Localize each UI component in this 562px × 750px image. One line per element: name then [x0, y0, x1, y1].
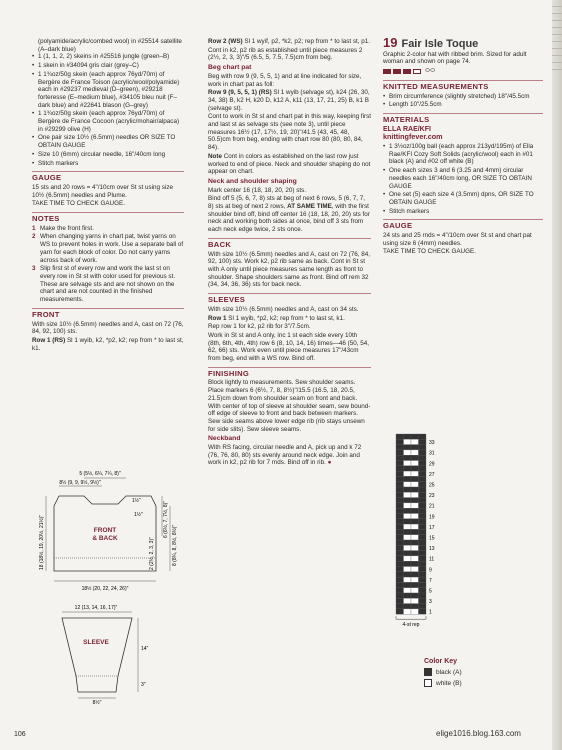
materials-item: • 1 1¾oz/50g skein (each approx 76yd/70m) of Bergère de France Toison (acrylic/wool/polyamide) each in #29237 medieval (D–green), #29218 forteresse (E–medium blue), #34105 bleu nuit (F–dark blue) and #22641 blason (G–grey) [32, 71, 184, 110]
materials-item: (polyamide/acrylic/combed wool) in #25514 satellite (A–dark blue) [38, 38, 182, 53]
chart-row-label: 33 [429, 440, 435, 447]
chart-cell [396, 582, 404, 587]
chart-cell [396, 487, 404, 492]
sleeve-top-label: 12 (13, 14, 16, 17)" [74, 605, 118, 611]
chart-cell [411, 445, 419, 450]
knitted-measurements-heading: KNITTED MEASUREMENTS [383, 80, 543, 91]
chart-cell [419, 535, 427, 540]
pattern-intro: Graphic 2-color hat with ribbed brim. Sized for adult woman and shown on page 74. [383, 50, 527, 66]
color-key-label: black (A) [436, 668, 462, 676]
column-left [32, 38, 184, 353]
armhole-label: 6 (6½, 7, 7½, 8)" [163, 500, 169, 538]
chart-cell [411, 604, 419, 609]
chart-cell [419, 582, 427, 587]
chart-cell [419, 508, 427, 513]
chart-cell [404, 572, 412, 577]
chart-cell [404, 519, 412, 524]
front-text: With size 10½ (6.5mm) needles and A, cast on 72 (76, 84, 92, 100) sts. [32, 320, 184, 336]
chart-cell [419, 445, 427, 450]
chart-cell [396, 556, 404, 561]
chart-cell [411, 609, 419, 614]
chart-cell [411, 561, 419, 566]
sleeve-rep: Rep row 1 for k2, p2 rib for 3"/7.5cm. [208, 323, 311, 331]
chart-cell [404, 466, 412, 471]
chart-cell [419, 540, 427, 545]
chart-row-label: 17 [429, 524, 435, 531]
chart-cell [404, 508, 412, 513]
chart-cell [404, 609, 412, 614]
color-key-row [424, 668, 462, 676]
chart-cell [411, 455, 419, 460]
chart-cell [396, 577, 404, 582]
chart-row-label: 11 [429, 556, 435, 563]
row-label: Row 2 (WS) [208, 38, 243, 45]
skill-level-block [393, 69, 401, 74]
chart-cell [404, 524, 412, 529]
chart-cell [404, 445, 412, 450]
chart-cell [404, 551, 412, 556]
yarn-ball-icon: ⬭⬭ [425, 68, 436, 75]
chart-cell [396, 492, 404, 497]
skill-level-block [383, 69, 391, 74]
gauge-check: TAKE TIME TO CHECK GAUGE. [32, 200, 125, 208]
neck-text-part: , with the first shoulder bind off, bind off center 16 (18, 18, 20, 20) sts for neck and working both sides at once, bind off 3 sts from each neck edge twice, 2 sts once. [208, 203, 370, 234]
neck-text-emphasis: AT SAME TIME [287, 203, 332, 211]
shoulder-drop-label: 1½" [134, 512, 143, 518]
row-text: Sl 1 wyif, p2, *k2, p2; rep from * to last st, p1. [242, 38, 371, 45]
chart-cell [411, 471, 419, 476]
chart-cell [411, 476, 419, 481]
chart-cell [411, 524, 419, 529]
chart-row-label: 21 [429, 503, 435, 510]
chart-svg [394, 432, 494, 629]
note-text: When changing yarns in chart pat, twist yarns on WS to prevent holes in work. Use a separate ball of yarn for each block of color. Do not carry yarns across back of work. [40, 233, 184, 264]
chart-cell [419, 572, 427, 577]
knitted-measurements-list [383, 93, 543, 109]
note-number: 1 [32, 224, 36, 232]
chart-cell [396, 466, 404, 471]
chart-cell [411, 588, 419, 593]
chart-cell [396, 535, 404, 540]
neckband-text [208, 444, 371, 467]
yarn-brand: ELLA RAE/KFI [383, 125, 431, 133]
chart-cell [404, 540, 412, 545]
color-key-row [424, 679, 462, 687]
chart-cell [411, 598, 419, 603]
chart-cell [404, 588, 412, 593]
chart-cell [419, 567, 427, 572]
chart-cell [404, 529, 412, 534]
chart-cell [411, 551, 419, 556]
chart-cell [419, 455, 427, 460]
chart-cell [411, 439, 419, 444]
chart-cell [404, 598, 412, 603]
chart-cell [411, 498, 419, 503]
chart-cell [396, 455, 404, 460]
chart-cell [411, 567, 419, 572]
chart-cell [396, 524, 404, 529]
chart-row-label: 25 [429, 482, 435, 489]
beg-chart-heading: Beg chart pat [208, 64, 252, 72]
sleeve-text: Work in St st and A only, inc 1 st each side every 10th (8th, 6th, 4th, 4th) row 6 (8, 10, 14, 16) times—46 (50, 54, 62, 66) sts. Work even until piece measures 17"/43cm from beg, end with a WS row. Bind off. [208, 331, 370, 363]
skill-level-block [413, 69, 421, 74]
chart-cell [419, 492, 427, 497]
rep-bracket [396, 616, 426, 619]
neck-text-2 [208, 195, 371, 234]
chart-cell [419, 556, 427, 561]
chart-cell [411, 487, 419, 492]
chart-cont-text: Cont to work in St st and chart pat in this way, keeping first and last st as selvage sts (see note 3), until piece measures 16½ (17, 17½, 19, 20)"/41.5 (43, 45, 48, 50.5)cm from beg, ending with chart row 80 (80, 80, 84, 84). [208, 113, 371, 152]
chart-cell [404, 482, 412, 487]
neck-text-part: Bind off 5 (5, 6, 7, 8) sts at beg of next 6 rows, 5 (6, 7, 7, 8) sts at beg of next 2 rows, [208, 195, 366, 211]
notes-heading: NOTES [32, 212, 184, 223]
chart-cell [411, 519, 419, 524]
chart-cell [419, 471, 427, 476]
page-number: 106 [14, 731, 26, 738]
chart-cell [396, 514, 404, 519]
column-middle [208, 38, 371, 468]
row-text: Sl 1 wyib, *p2, k2; rep from * to last st, k1. [226, 314, 345, 322]
note-item [32, 233, 184, 264]
chart-row-label: 31 [429, 450, 435, 457]
beg-chart-text: Beg with row 9 (9, 5, 5, 1) and at line indicated for size, work in chart pat as foll: [208, 72, 362, 88]
chart-cell [404, 593, 412, 598]
chart-cell [419, 503, 427, 508]
materials-item: • Stitch markers [32, 160, 184, 168]
chart-cell [396, 445, 404, 450]
note-item [32, 265, 184, 304]
chart-cell [419, 487, 427, 492]
chart-cell [419, 604, 427, 609]
chart-row-label: 1 [429, 609, 432, 616]
chart-row-label: 15 [429, 535, 435, 542]
materials-item: • 1 1¾oz/50g skein (each approx 76yd/70m) of Bergère de France Cocoon (acrylic/mohair/alpaca) in #29299 olive (H) [32, 110, 184, 133]
neck-depth-label: 1½" [132, 498, 141, 504]
materials-item: • Stitch markers [383, 208, 543, 216]
chart-cell [411, 545, 419, 550]
color-key-title: Color Key [424, 658, 458, 665]
gauge-heading: GAUGE [32, 171, 184, 182]
chart-cell [404, 461, 412, 466]
chart-cell [411, 535, 419, 540]
chart-cell [419, 461, 427, 466]
chart-cell [419, 598, 427, 603]
chart-cell [404, 535, 412, 540]
chart-cell [419, 593, 427, 598]
materials-list-continued [32, 38, 184, 167]
chart-cell [411, 582, 419, 587]
gauge-check-right: TAKE TIME TO CHECK GAUGE. [383, 248, 476, 256]
sleeve-label: SLEEVE [83, 639, 109, 646]
chart-cell [396, 476, 404, 481]
gauge-heading-right: GAUGE [383, 219, 543, 230]
chart-cell [396, 561, 404, 566]
chart-cell [419, 524, 427, 529]
color-key [424, 658, 462, 687]
side-length-label: 8 (8¼, 8, 8½, 8½)" [172, 524, 178, 566]
page-edge [552, 0, 562, 750]
materials-heading: MATERIALS [383, 113, 543, 124]
chart-cell [404, 492, 412, 497]
chart-row-label: 27 [429, 471, 435, 478]
chart-cell [404, 582, 412, 587]
front-row1 [32, 337, 184, 352]
sleeves-text: With size 10½ (6.5mm) needles and A, cast on 34 sts. [208, 305, 359, 313]
chart-cell [396, 439, 404, 444]
finishing-heading: FINISHING [208, 367, 371, 378]
row-text: Sl 1 wyib, k2, *p2, k2; rep from * to last st, k1. [32, 336, 184, 352]
chart-cell [419, 519, 427, 524]
row-text: Sl 1 wyib (selvage st), k24 (26, 30, 34, 38) B, k2 H, k20 D, k12 A, k11 (13, 17, 21, 25) B, k1 B (selvage st). [208, 89, 370, 112]
chart-cell [411, 466, 419, 471]
chart-cell [404, 455, 412, 460]
materials-item: • One pair size 10½ (6.5mm) needles OR SIZE TO OBTAIN GAUGE [32, 134, 184, 149]
note-text: Make the front first. [40, 224, 94, 232]
chart-cell [411, 556, 419, 561]
color-swatch-black [424, 668, 432, 676]
chart-cell [419, 434, 427, 439]
chart-row-label: 23 [429, 493, 435, 500]
width-label: 18½ (20, 22, 24, 26)" [81, 586, 129, 592]
chart-cell [411, 572, 419, 577]
back-heading: BACK [208, 238, 371, 249]
chart-cell [404, 450, 412, 455]
chart-cell [419, 466, 427, 471]
piece-label-back: & BACK [92, 535, 118, 542]
materials-list [383, 143, 543, 215]
chart-cell [396, 450, 404, 455]
materials-item: • One set (5) each size 4 (3.5mm) dpns, OR SIZE TO OBTAIN GAUGE [383, 191, 543, 206]
chart-cell [411, 529, 419, 534]
length-label: 18 (18½, 19, 20½, 21½)" [39, 514, 45, 570]
notes-list [32, 225, 184, 304]
materials-item: • One each sizes 3 and 6 (3.25 and 4mm) circular needles each 16"/40cm long, OR SIZE TO OBTAIN GAUGE [383, 167, 543, 190]
chart-row-label: 9 [429, 567, 432, 574]
sleeve-bottom-label: 8½" [92, 700, 102, 706]
sleeve-cuff-label: 3" [141, 682, 146, 688]
chart-cell [419, 450, 427, 455]
sleeve-length-label: 14" [141, 646, 149, 652]
chart-cell [404, 498, 412, 503]
chart-cell [396, 529, 404, 534]
chart-cell [396, 498, 404, 503]
chart-cell [396, 567, 404, 572]
row-label: Row 1 [208, 314, 227, 322]
chart-cell [411, 577, 419, 582]
materials-item: • 1 (1, 1, 2, 2) skeins in #25516 jungle (green–B) [32, 53, 184, 61]
sleeve-outline [62, 618, 132, 692]
piece-label-front: FRONT [93, 527, 117, 534]
chart-cell [404, 604, 412, 609]
skill-level-indicator [383, 68, 543, 76]
chart-cell [411, 508, 419, 513]
chart-cell [396, 598, 404, 603]
pattern-title-row [383, 35, 543, 50]
chart-cell [404, 556, 412, 561]
chart-row-label: 29 [429, 461, 435, 468]
top-width-label: 5 (5½, 6¼, 7¼, 8)" [79, 471, 121, 477]
chart-note [208, 153, 371, 176]
chart-cell [396, 572, 404, 577]
chart-cell [396, 604, 404, 609]
chart-cell [419, 551, 427, 556]
chart-cell [404, 503, 412, 508]
chart-cell [396, 609, 404, 614]
chart-row-label: 5 [429, 588, 432, 595]
chart-cell [419, 577, 427, 582]
chart-cell [419, 476, 427, 481]
color-key-label: white (B) [436, 679, 462, 687]
watermark-url: elige1016.blog.163.com [436, 729, 521, 738]
front-heading: FRONT [32, 308, 184, 319]
chart-cell [396, 551, 404, 556]
chart-cell [404, 476, 412, 481]
chart-row-label: 7 [429, 577, 432, 584]
neck-width-label: 8½ (9, 9, 9½, 9½)" [59, 480, 101, 486]
chart-cell [419, 561, 427, 566]
neck-text-1: Mark center 16 (18, 18, 20, 20) sts. [208, 186, 306, 194]
chart-cell [419, 439, 427, 444]
chart-cell [396, 482, 404, 487]
back-text: With size 10½ (6.5mm) needles and A, cast on 72 (76, 84, 92, 100) sts. Work k2, p2 rib same as back. Cont in St st with A only until piece measures same length as front to shoulder. Shape shoulders same as front. Bind off rem 32 (34, 34, 36, 36) sts for back neck. [208, 250, 371, 289]
neck-shaping-heading: Neck and shoulder shaping [208, 177, 297, 185]
chart-cell [404, 439, 412, 444]
chart-cell [396, 519, 404, 524]
gauge-text-right: 24 sts and 25 rnds = 4"/10cm over St st and chart pat using size 6 (4mm) needles. [383, 232, 532, 247]
chart-cell [411, 514, 419, 519]
chart-cell [411, 492, 419, 497]
skill-level-block [403, 69, 411, 74]
chart-row-label: 13 [429, 546, 435, 553]
chart-cell [396, 503, 404, 508]
sleeve-row1 [208, 315, 371, 323]
row-label: Row 1 (RS) [32, 336, 66, 344]
chart-cell [419, 514, 427, 519]
note-number: 2 [32, 233, 36, 241]
chart-cell [404, 561, 412, 566]
row2 [208, 38, 371, 46]
chart-cell [404, 434, 412, 439]
chart-row-label: 3 [429, 599, 432, 606]
chart-cell [396, 461, 404, 466]
materials-item: • 1 skein in #34094 gris clair (grey–C) [32, 62, 184, 70]
pattern-title: Fair Isle Toque [401, 38, 479, 50]
chart-cell [404, 545, 412, 550]
chart-cell [396, 593, 404, 598]
chart-cell [404, 471, 412, 476]
materials-item: • Size 10 (6mm) circular needle, 16"/40cm long [32, 151, 184, 159]
chart-cell [396, 508, 404, 513]
chart-cell [396, 471, 404, 476]
note-text: Cont in colors as established on the last row just worked to end of piece. Neck and shoulder shaping do not appear on chart. [208, 152, 371, 176]
neckband-body: With RS facing, circular needle and A, pick up and k 72 (76, 76, 80, 80) sts evenly around neck edge. Join and work in k2, p2 rib for 7 rnds. Bind off in rib. [208, 444, 362, 467]
chart-cell [396, 540, 404, 545]
note-label: Note [208, 152, 222, 160]
color-swatch-white [424, 679, 432, 687]
chart-cell [411, 434, 419, 439]
chart-cell [396, 434, 404, 439]
chart-cell [411, 540, 419, 545]
materials-item: • 1 3½oz/100g ball (each approx 213yd/195m) of Ella Rae/KFI Cozy Soft Solids (acrylic/wool) each in #01 black (A) and #02 off white (B) [383, 143, 543, 166]
sleeves-heading: SLEEVES [208, 293, 371, 304]
chart-cell [419, 482, 427, 487]
chart-cell [419, 498, 427, 503]
front-back-schematic [32, 466, 182, 603]
column-right [383, 35, 543, 257]
chart-cell [411, 503, 419, 508]
gauge-text: 15 sts and 20 rows = 4"/10cm over St st using size 10½ (6.5mm) needles and Plume. [32, 183, 174, 199]
pattern-number: 19 [383, 35, 398, 50]
chart-cell [404, 567, 412, 572]
note-number: 3 [32, 265, 36, 273]
note-text: Slip first st of every row and work the last st on every row in St st with color used for previous st. These are selvage sts and are not shown on the chart and are not counted in the finished measurements. [40, 265, 176, 304]
measurement-item: • Length 10"/25.5cm [383, 101, 543, 109]
colorwork-chart [394, 432, 494, 629]
measurement-item: • Brim circumference (slightly stretched) 18"/45.5cm [383, 93, 543, 101]
rib-label: 2 (2½, 2, 3, 3)" [149, 537, 155, 570]
rep-label: 4-st rep [402, 622, 420, 629]
chart-cell [419, 545, 427, 550]
chart-cell [404, 577, 412, 582]
chart-cell [419, 588, 427, 593]
note-item [32, 225, 184, 233]
row9 [208, 89, 371, 112]
chart-cell [411, 461, 419, 466]
row-label: Row 9 (9, 5, 5, 1) (RS) [208, 89, 272, 97]
chart-cell [411, 593, 419, 598]
chart-cell [404, 487, 412, 492]
chart-cell [396, 588, 404, 593]
neckband-heading: Neckband [208, 435, 241, 443]
chart-row-label: 19 [429, 514, 435, 521]
chart-cell [404, 514, 412, 519]
rib-text: Cont in k2, p2 rib as established until piece measures 2 (2½, 2, 3, 3)"/5 (6.5, 5, 7.5, 7.5)cm from beg. [208, 46, 363, 62]
yarn-website: knittingfever.com [383, 132, 443, 142]
chart-cell [396, 545, 404, 550]
sleeve-schematic [40, 604, 170, 709]
end-mark-icon: ● [327, 459, 332, 467]
chart-cell [419, 529, 427, 534]
chart-cell [411, 482, 419, 487]
finishing-text: Block lightly to measurements. Sew shoulder seams. Place markers 6 (6½, 7, 8, 8½)"/15.5 (16.5, 18, 20.5, 21.5)cm down from shoulder seam on front and back. With center of top of sleeve at shoulder seam, sew bound-off edge of sleeve to front and back between markers. Sew side seams above lower edge rib (rib stays unsewn for side slits). Sew sleeve seams. [208, 379, 371, 433]
chart-cell [411, 450, 419, 455]
chart-cell [419, 609, 427, 614]
